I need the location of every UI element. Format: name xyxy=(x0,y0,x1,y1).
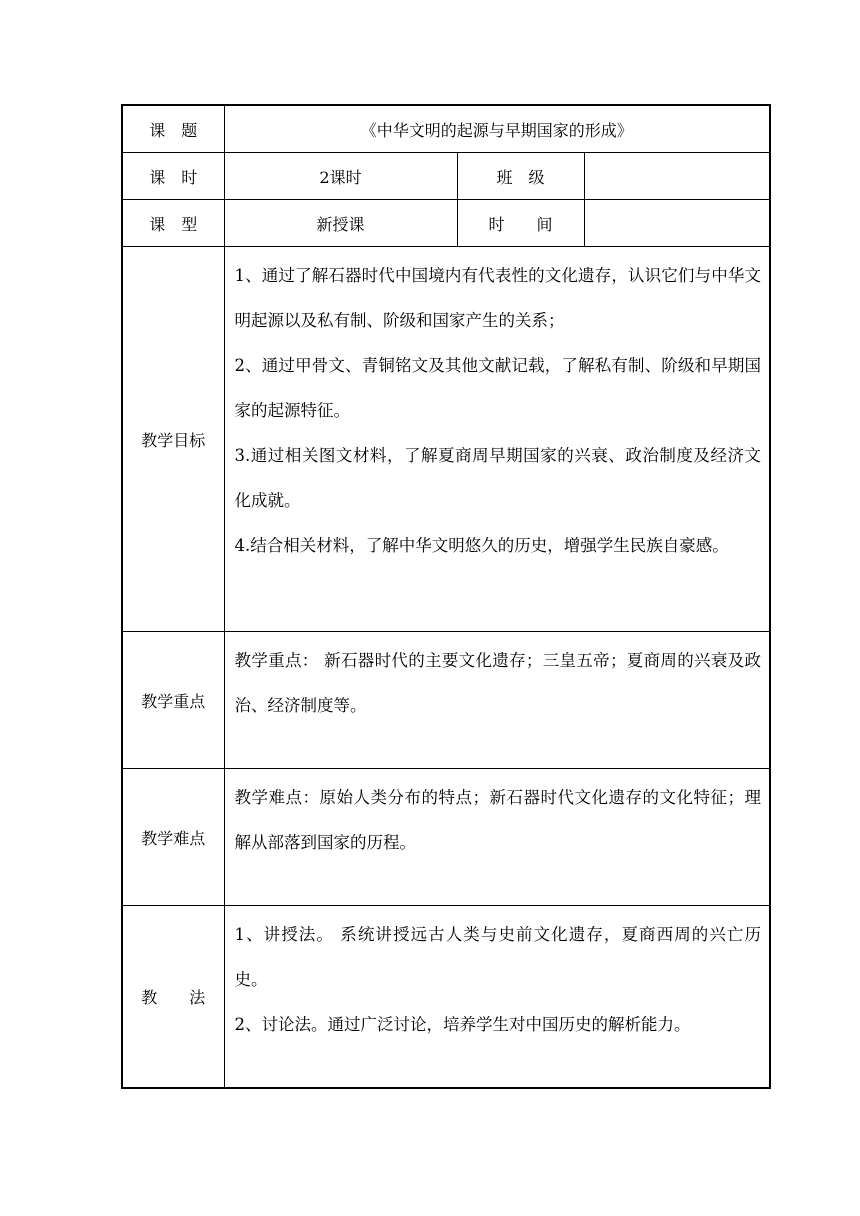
objectives-label: 教学目标 xyxy=(122,247,224,632)
title-label: 课 题 xyxy=(122,105,224,153)
title-value: 《中华文明的起源与早期国家的形成》 xyxy=(224,105,770,153)
difficulties-label: 教学难点 xyxy=(122,769,224,906)
methods-row xyxy=(122,906,770,1089)
type-row xyxy=(122,200,770,247)
objectives-content xyxy=(224,247,770,632)
difficulties-row xyxy=(122,769,770,906)
time-value xyxy=(584,200,770,247)
lesson-plan-table xyxy=(121,104,771,1089)
type-value: 新授课 xyxy=(224,200,457,247)
objective-item: 2、通过甲骨文、青铜铭文及其他文献记载，了解私有制、阶级和早期国家的起源特征。 xyxy=(234,356,761,420)
key-points-row xyxy=(122,632,770,769)
title-row xyxy=(122,105,770,153)
class-value xyxy=(584,153,770,200)
difficulties-content xyxy=(224,769,770,906)
objective-item: 4.结合相关材料，了解中华文明悠久的历史，增强学生民族自豪感。 xyxy=(234,536,729,555)
objective-item: 1、通过了解石器时代中国境内有代表性的文化遗存，认识它们与中华文明起源以及私有制、阶级和国家产生的关系； xyxy=(234,266,761,330)
key-points-content xyxy=(224,632,770,769)
key-points-text: 教学重点： 新石器时代的主要文化遗存；三皇五帝；夏商周的兴衰及政治、经济制度等。 xyxy=(234,651,761,715)
period-label: 课 时 xyxy=(122,153,224,200)
methods-content xyxy=(224,906,770,1089)
objectives-row xyxy=(122,247,770,632)
time-label: 时 间 xyxy=(457,200,584,247)
period-value: 2课时 xyxy=(224,153,457,200)
objective-item: 3.通过相关图文材料，了解夏商周早期国家的兴衰、政治制度及经济文化成就。 xyxy=(234,446,761,510)
class-label: 班 级 xyxy=(457,153,584,200)
key-points-label: 教学重点 xyxy=(122,632,224,769)
difficulties-text: 教学难点：原始人类分布的特点；新石器时代文化遗存的文化特征；理解从部落到国家的历程。 xyxy=(234,788,761,852)
methods-label: 教 法 xyxy=(122,906,224,1089)
period-row xyxy=(122,153,770,200)
method-item: 1、讲授法。 系统讲授远古人类与史前文化遗存，夏商西周的兴亡历史。 xyxy=(234,925,761,989)
method-item: 2、讨论法。通过广泛讨论，培养学生对中国历史的解析能力。 xyxy=(234,1015,691,1034)
type-label: 课 型 xyxy=(122,200,224,247)
